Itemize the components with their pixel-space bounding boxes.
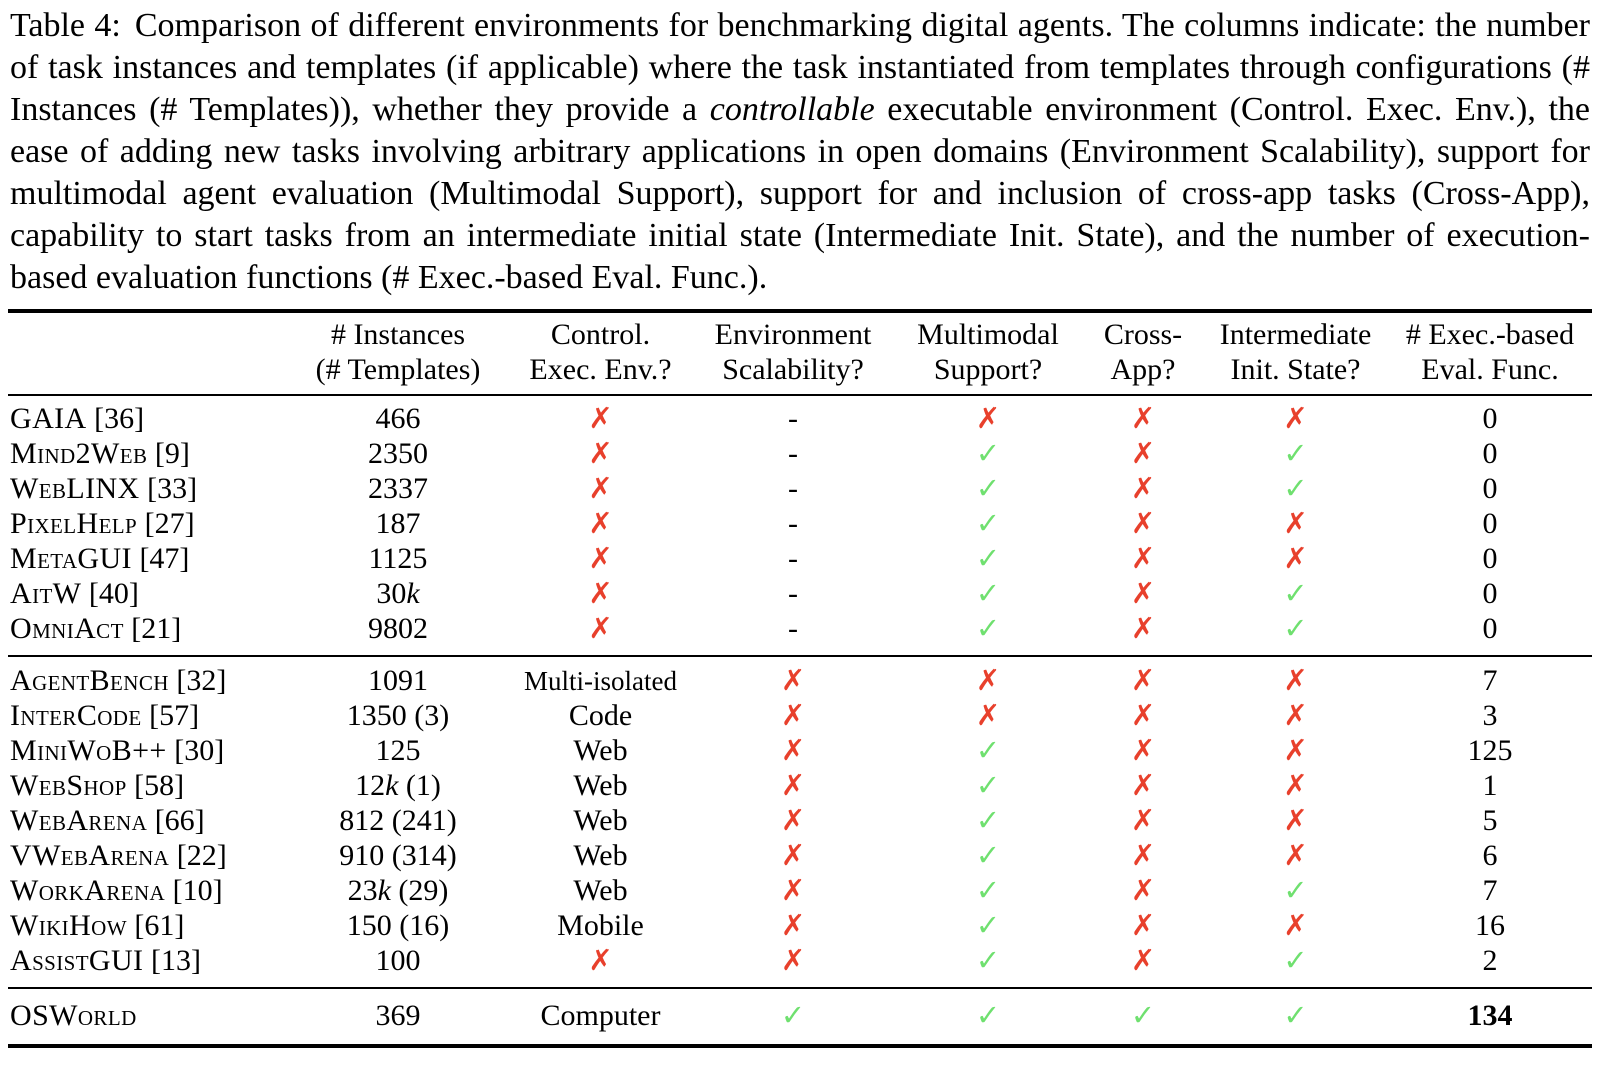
cell-multimodal-support xyxy=(893,988,1083,1046)
check-icon: ✓ xyxy=(975,838,1001,872)
check-icon: ✓ xyxy=(975,998,1001,1032)
table-row-aitw xyxy=(8,576,1592,611)
table-row-omniact xyxy=(8,611,1592,656)
cell-control-exec-env: Web xyxy=(573,803,628,837)
cell-environment-scalability: - xyxy=(788,541,798,575)
table-row-osworld xyxy=(8,988,1592,1046)
benchmark-name: Mind2Web xyxy=(10,436,148,470)
cell-control-exec-env xyxy=(508,611,693,656)
cell-control-exec-env xyxy=(508,541,693,576)
cell-cross-app xyxy=(1083,733,1203,768)
citation-ref: [13] xyxy=(150,943,201,977)
citation-ref: [27] xyxy=(144,506,195,540)
cell-intermediate-init-state xyxy=(1203,576,1388,611)
cross-icon: ✗ xyxy=(1283,401,1308,435)
cell-cross-app xyxy=(1083,698,1203,733)
cell-cross-app xyxy=(1083,576,1203,611)
cell-benchmark-name xyxy=(8,838,288,873)
cell-control-exec-env xyxy=(508,576,693,611)
column-header-exec-based-eval-func: # Exec.-based Eval. Func. xyxy=(1388,311,1592,395)
benchmark-name: GAIA xyxy=(10,401,87,435)
cross-icon: ✗ xyxy=(1130,908,1156,942)
check-icon: ✓ xyxy=(975,943,1001,977)
cell-control-exec-env: Multi-isolated xyxy=(508,656,693,698)
cross-icon: ✗ xyxy=(1130,471,1156,505)
cell-cross-app xyxy=(1083,436,1203,471)
cell-exec-based-eval-func: 2 xyxy=(1482,943,1498,977)
table-row-intercode xyxy=(8,698,1592,733)
cell-exec-based-eval-func: 0 xyxy=(1482,611,1498,645)
table-row-webshop xyxy=(8,768,1592,803)
cell-intermediate-init-state xyxy=(1203,506,1388,541)
table-row-webarena xyxy=(8,803,1592,838)
cell-control-exec-env xyxy=(508,943,693,988)
cell-benchmark-name xyxy=(8,768,288,803)
citation-ref: [9] xyxy=(154,436,190,470)
cell-benchmark-name xyxy=(8,656,288,698)
cell-exec-based-eval-func: 7 xyxy=(1388,656,1592,698)
cell-multimodal-support xyxy=(893,576,1083,611)
cell-cross-app xyxy=(1083,506,1203,541)
check-icon: ✓ xyxy=(975,768,1001,802)
cross-icon: ✗ xyxy=(1130,576,1156,610)
cell-exec-based-eval-func: 0 xyxy=(1482,506,1498,540)
cell-benchmark-name xyxy=(8,698,288,733)
cell-instances: 187 xyxy=(375,506,421,540)
cell-environment-scalability: - xyxy=(788,471,798,505)
cell-cross-app xyxy=(1083,656,1203,698)
cell-benchmark-name xyxy=(8,908,288,943)
cell-control-exec-env: Web xyxy=(573,733,628,767)
cell-cross-app xyxy=(1083,395,1203,436)
column-header-environment-scalability: Environment Scalability? xyxy=(693,311,893,395)
cell-multimodal-support xyxy=(893,471,1083,506)
check-icon: ✓ xyxy=(975,611,1001,645)
cross-icon: ✗ xyxy=(1130,698,1156,732)
check-icon: ✓ xyxy=(1283,611,1308,645)
cell-instances: 1350 (3) xyxy=(346,698,450,732)
cell-exec-based-eval-func: 0 xyxy=(1482,436,1498,470)
cell-cross-app xyxy=(1083,541,1203,576)
table-caption xyxy=(10,5,1590,299)
check-icon: ✓ xyxy=(975,506,1001,540)
cell-multimodal-support xyxy=(893,506,1083,541)
cell-exec-based-eval-func: 6 xyxy=(1482,838,1498,872)
cross-icon: ✗ xyxy=(1283,733,1308,767)
cross-icon: ✗ xyxy=(975,663,1001,697)
table-row-agentbench xyxy=(8,656,1592,698)
check-icon: ✓ xyxy=(1283,576,1308,610)
benchmark-name: InterCode xyxy=(10,698,142,732)
cell-benchmark-name xyxy=(8,541,288,576)
cell-environment-scalability xyxy=(693,656,893,698)
cell-exec-based-eval-func: 5 xyxy=(1482,803,1498,837)
caption-text-pre: Comparison of different environments for benchmarking digital agents. The columns indicate: the number of task instances and templates (if applicable) where the task instantiated from templates through configurations (# Instances (# Templates)), whether they provide a xyxy=(10,7,1590,128)
cross-icon: ✗ xyxy=(975,698,1001,732)
cell-multimodal-support xyxy=(893,768,1083,803)
table-row-wikihow xyxy=(8,908,1592,943)
column-header-intermediate-init-state: Intermediate Init. State? xyxy=(1203,311,1388,395)
cell-intermediate-init-state xyxy=(1203,611,1388,656)
cell-multimodal-support xyxy=(893,698,1083,733)
cross-icon: ✗ xyxy=(780,873,806,907)
cell-control-exec-env xyxy=(508,506,693,541)
cell-multimodal-support xyxy=(893,541,1083,576)
cross-icon: ✗ xyxy=(1130,943,1156,977)
table-row-workarena xyxy=(8,873,1592,908)
citation-ref: [40] xyxy=(88,576,139,610)
cross-icon: ✗ xyxy=(1130,611,1156,645)
cell-intermediate-init-state xyxy=(1203,908,1388,943)
cross-icon: ✗ xyxy=(1130,436,1156,470)
cell-cross-app xyxy=(1083,943,1203,988)
check-icon: ✓ xyxy=(1283,873,1308,907)
check-icon: ✓ xyxy=(1283,471,1308,505)
check-icon: ✓ xyxy=(1130,998,1156,1032)
cross-icon: ✗ xyxy=(780,663,806,697)
cell-environment-scalability xyxy=(693,873,893,908)
check-icon: ✓ xyxy=(780,998,806,1032)
cell-control-exec-env: Code xyxy=(568,698,633,732)
benchmark-name: AgentBench xyxy=(10,663,169,697)
cell-control-exec-env: Mobile xyxy=(557,908,644,942)
cell-exec-based-eval-func: 125 xyxy=(1467,733,1513,767)
citation-ref: [33] xyxy=(147,471,198,505)
cell-instances: 150 (16) xyxy=(346,908,450,942)
cross-icon: ✗ xyxy=(1283,803,1308,837)
cell-environment-scalability xyxy=(693,733,893,768)
cell-environment-scalability xyxy=(693,838,893,873)
benchmark-name: VWebArena xyxy=(10,838,170,872)
cell-intermediate-init-state xyxy=(1203,733,1388,768)
cell-instances: 30k xyxy=(376,576,420,610)
benchmark-name: AssistGUI xyxy=(10,943,144,977)
cell-environment-scalability xyxy=(693,768,893,803)
check-icon: ✓ xyxy=(975,576,1001,610)
cell-instances: 2337 xyxy=(368,471,428,505)
cell-intermediate-init-state xyxy=(1203,656,1388,698)
cell-environment-scalability: - xyxy=(788,576,798,610)
cross-icon: ✗ xyxy=(588,401,613,435)
table-row-vwebarena xyxy=(8,838,1592,873)
table-header-row xyxy=(8,311,1592,395)
check-icon: ✓ xyxy=(975,541,1001,575)
cross-icon: ✗ xyxy=(1283,838,1308,872)
cross-icon: ✗ xyxy=(1130,873,1156,907)
cross-icon: ✗ xyxy=(1130,733,1156,767)
citation-ref: [36] xyxy=(94,401,145,435)
check-icon: ✓ xyxy=(975,873,1001,907)
cross-icon: ✗ xyxy=(780,733,806,767)
cell-intermediate-init-state xyxy=(1203,943,1388,988)
cell-cross-app xyxy=(1083,873,1203,908)
table-row-gaia xyxy=(8,395,1592,436)
cell-control-exec-env: Computer xyxy=(508,988,693,1046)
cell-intermediate-init-state xyxy=(1203,768,1388,803)
cell-cross-app xyxy=(1083,908,1203,943)
cell-exec-based-eval-func: 134 xyxy=(1388,988,1592,1046)
citation-ref: [61] xyxy=(134,908,185,942)
citation-ref: [32] xyxy=(176,663,227,697)
cell-environment-scalability xyxy=(693,988,893,1046)
cell-instances: 1091 xyxy=(288,656,508,698)
cross-icon: ✗ xyxy=(780,838,806,872)
benchmark-name: WikiHow xyxy=(10,908,127,942)
cell-control-exec-env: Web xyxy=(573,873,628,907)
cell-instances: 125 xyxy=(375,733,421,767)
check-icon: ✓ xyxy=(975,803,1001,837)
cell-intermediate-init-state xyxy=(1203,988,1388,1046)
column-header-benchmark xyxy=(8,311,288,395)
cross-icon: ✗ xyxy=(1130,838,1156,872)
check-icon: ✓ xyxy=(1283,998,1308,1032)
table-row-metagui xyxy=(8,541,1592,576)
check-icon: ✓ xyxy=(975,471,1001,505)
cross-icon: ✗ xyxy=(588,436,613,470)
table-row-miniwob xyxy=(8,733,1592,768)
citation-ref: [21] xyxy=(131,611,182,645)
cell-control-exec-env: Web xyxy=(573,768,628,802)
column-header-multimodal-support: Multimodal Support? xyxy=(893,311,1083,395)
column-header-instances: # Instances (# Templates) xyxy=(288,311,508,395)
cross-icon: ✗ xyxy=(780,908,806,942)
cross-icon: ✗ xyxy=(780,803,806,837)
cross-icon: ✗ xyxy=(1283,663,1308,697)
cross-icon: ✗ xyxy=(1283,698,1308,732)
citation-ref: [58] xyxy=(134,768,185,802)
cell-intermediate-init-state xyxy=(1203,471,1388,506)
cross-icon: ✗ xyxy=(588,541,613,575)
cell-benchmark-name xyxy=(8,506,288,541)
cell-instances: 2350 xyxy=(368,436,428,470)
cross-icon: ✗ xyxy=(1283,541,1308,575)
cell-instances: 9802 xyxy=(368,611,428,645)
cell-benchmark-name xyxy=(8,988,288,1046)
cell-intermediate-init-state xyxy=(1203,436,1388,471)
citation-ref: [22] xyxy=(176,838,227,872)
cross-icon: ✗ xyxy=(588,576,613,610)
caption-text-post: executable environment (Control. Exec. Env.), the ease of adding new tasks involving arbitrary applications in open domains (Environment Scalability), support for multimodal agent evaluation (Multimodal Support), support for and inclusion of cross-app tasks (Cross-App), capability to start tasks from an intermediate initial state (Intermediate Init. State), and the number of execution-based evaluation functions (# Exec.-based Eval. Func.). xyxy=(10,91,1590,296)
table-row-weblinx xyxy=(8,471,1592,506)
cell-intermediate-init-state xyxy=(1203,395,1388,436)
cell-multimodal-support xyxy=(893,611,1083,656)
cell-environment-scalability xyxy=(693,943,893,988)
cell-exec-based-eval-func: 16 xyxy=(1475,908,1505,942)
cross-icon: ✗ xyxy=(1283,768,1308,802)
cell-benchmark-name xyxy=(8,576,288,611)
benchmark-name: WebLINX xyxy=(10,471,140,505)
cell-benchmark-name xyxy=(8,436,288,471)
cell-multimodal-support xyxy=(893,803,1083,838)
cross-icon: ✗ xyxy=(588,611,613,645)
caption-label: Table 4: xyxy=(10,7,121,44)
cell-instances: 100 xyxy=(375,943,421,977)
citation-ref: [66] xyxy=(154,803,205,837)
cell-multimodal-support xyxy=(893,908,1083,943)
cell-benchmark-name xyxy=(8,803,288,838)
cell-environment-scalability xyxy=(693,908,893,943)
cell-control-exec-env: Web xyxy=(573,838,628,872)
cell-instances: 466 xyxy=(375,401,421,435)
benchmark-name: OSWorld xyxy=(10,998,137,1032)
cross-icon: ✗ xyxy=(588,943,613,977)
benchmark-name: AitW xyxy=(10,576,82,610)
comparison-table xyxy=(8,309,1592,1048)
cross-icon: ✗ xyxy=(588,506,613,540)
cell-instances: 1125 xyxy=(368,541,428,575)
cross-icon: ✗ xyxy=(1283,908,1308,942)
cell-environment-scalability xyxy=(693,698,893,733)
cross-icon: ✗ xyxy=(1130,506,1156,540)
cell-instances: 812 (241) xyxy=(339,803,457,837)
citation-ref: [47] xyxy=(139,541,190,575)
cell-exec-based-eval-func: 0 xyxy=(1482,541,1498,575)
cell-benchmark-name xyxy=(8,943,288,988)
citation-ref: [57] xyxy=(149,698,200,732)
benchmark-name: WebShop xyxy=(10,768,127,802)
cell-intermediate-init-state xyxy=(1203,803,1388,838)
table-row-pixelhelp xyxy=(8,506,1592,541)
cell-exec-based-eval-func: 3 xyxy=(1482,698,1498,732)
cell-cross-app xyxy=(1083,611,1203,656)
cross-icon: ✗ xyxy=(1130,803,1156,837)
cell-multimodal-support xyxy=(893,436,1083,471)
cross-icon: ✗ xyxy=(780,768,806,802)
cross-icon: ✗ xyxy=(1130,541,1156,575)
benchmark-name: MiniWoB++ xyxy=(10,733,167,767)
cell-multimodal-support xyxy=(893,395,1083,436)
table-row-assistgui xyxy=(8,943,1592,988)
cell-instances: 369 xyxy=(288,988,508,1046)
cell-exec-based-eval-func: 0 xyxy=(1482,471,1498,505)
check-icon: ✓ xyxy=(1283,943,1308,977)
check-icon: ✓ xyxy=(975,908,1001,942)
cell-environment-scalability: - xyxy=(788,611,798,645)
benchmark-name: PixelHelp xyxy=(10,506,138,540)
cell-multimodal-support xyxy=(893,838,1083,873)
cell-environment-scalability: - xyxy=(788,401,798,435)
cell-benchmark-name xyxy=(8,611,288,656)
table-row-mind2web xyxy=(8,436,1592,471)
citation-ref: [10] xyxy=(172,873,223,907)
cell-cross-app xyxy=(1083,988,1203,1046)
cell-exec-based-eval-func: 0 xyxy=(1482,576,1498,610)
cell-intermediate-init-state xyxy=(1203,698,1388,733)
cross-icon: ✗ xyxy=(1130,663,1156,697)
cell-benchmark-name xyxy=(8,471,288,506)
cell-intermediate-init-state xyxy=(1203,541,1388,576)
cross-icon: ✗ xyxy=(780,698,806,732)
cell-cross-app xyxy=(1083,768,1203,803)
cell-environment-scalability: - xyxy=(788,506,798,540)
cross-icon: ✗ xyxy=(975,401,1001,435)
benchmark-name: OmniAct xyxy=(10,611,124,645)
cell-benchmark-name xyxy=(8,395,288,436)
cell-cross-app xyxy=(1083,803,1203,838)
benchmark-name: WebArena xyxy=(10,803,148,837)
citation-ref: [30] xyxy=(174,733,225,767)
cross-icon: ✗ xyxy=(1130,401,1156,435)
cell-environment-scalability xyxy=(693,803,893,838)
cell-intermediate-init-state xyxy=(1203,873,1388,908)
cell-multimodal-support xyxy=(893,943,1083,988)
cross-icon: ✗ xyxy=(588,471,613,505)
cell-environment-scalability: - xyxy=(788,436,798,470)
column-header-control-exec-env: Control. Exec. Env.? xyxy=(508,311,693,395)
cell-control-exec-env xyxy=(508,436,693,471)
cell-cross-app xyxy=(1083,838,1203,873)
cross-icon: ✗ xyxy=(780,943,806,977)
benchmark-name: WorkArena xyxy=(10,873,166,907)
check-icon: ✓ xyxy=(975,733,1001,767)
cell-multimodal-support xyxy=(893,656,1083,698)
cell-control-exec-env xyxy=(508,395,693,436)
benchmark-name: MetaGUI xyxy=(10,541,132,575)
cell-instances: 910 (314) xyxy=(339,838,457,872)
cell-multimodal-support xyxy=(893,873,1083,908)
cell-multimodal-support xyxy=(893,733,1083,768)
cell-exec-based-eval-func: 1 xyxy=(1482,768,1498,802)
cell-control-exec-env xyxy=(508,471,693,506)
caption-italic-word: controllable xyxy=(709,91,875,128)
cell-exec-based-eval-func: 7 xyxy=(1482,873,1498,907)
cross-icon: ✗ xyxy=(1283,506,1308,540)
cell-benchmark-name xyxy=(8,733,288,768)
cell-benchmark-name xyxy=(8,873,288,908)
check-icon: ✓ xyxy=(1283,436,1308,470)
column-header-cross-app: Cross- App? xyxy=(1083,311,1203,395)
cross-icon: ✗ xyxy=(1130,768,1156,802)
cell-instances: 23k (29) xyxy=(347,873,449,907)
check-icon: ✓ xyxy=(975,436,1001,470)
cell-cross-app xyxy=(1083,471,1203,506)
cell-exec-based-eval-func: 0 xyxy=(1482,401,1498,435)
cell-instances: 12k (1) xyxy=(355,768,441,802)
cell-intermediate-init-state xyxy=(1203,838,1388,873)
